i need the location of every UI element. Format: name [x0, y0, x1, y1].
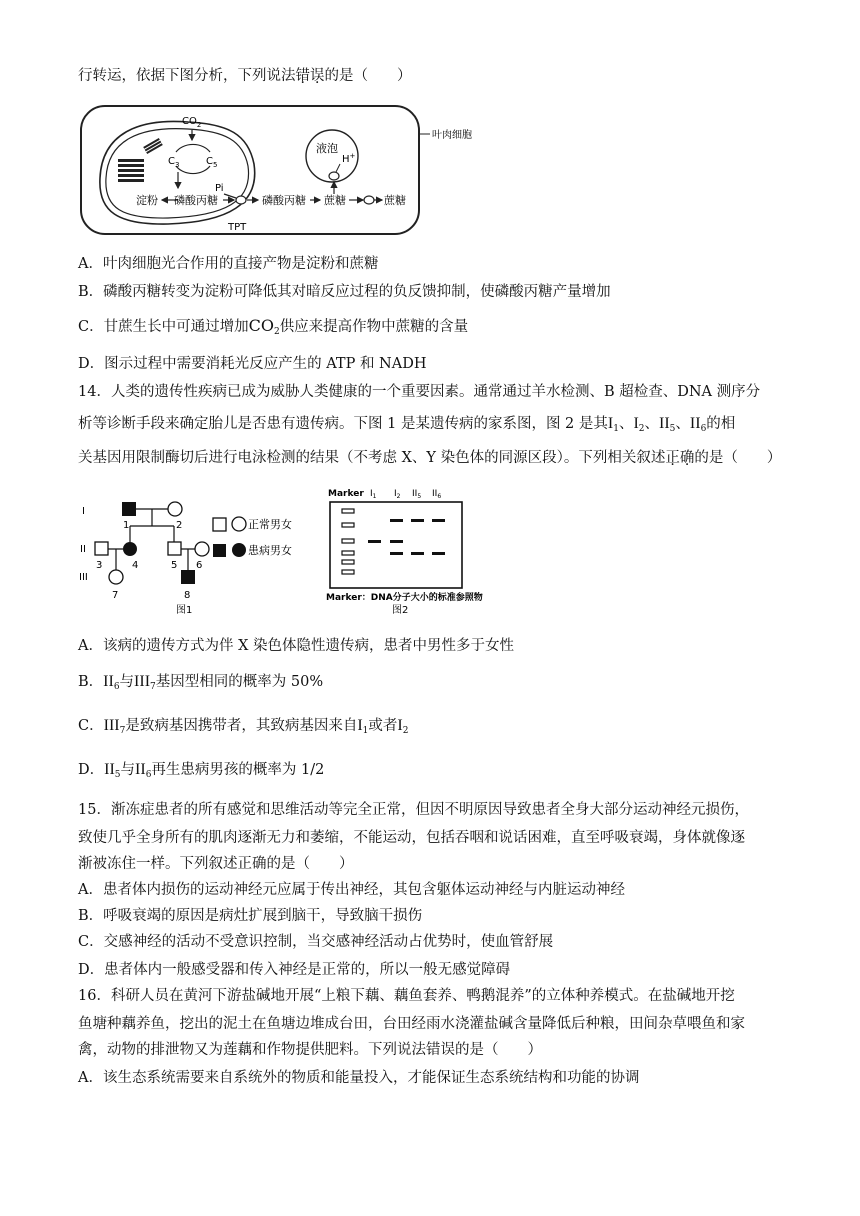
- pedigree-num-2: 2: [176, 520, 183, 531]
- pedigree-iii7-normal-female: [109, 570, 123, 584]
- pedigree-iii8-affected-male: [181, 570, 195, 584]
- q13-stem: 行转运，依据下图分析，下列说法错误的是（ ）: [78, 68, 412, 84]
- q16-stem-line3: 禽，动物的排泄物又为莲藕和作物提供肥料。下列说法错误的是（ ）: [78, 1042, 542, 1058]
- chloroplast-outer: [100, 121, 255, 224]
- lane-i1-header: $I_1$: [370, 489, 377, 500]
- q15-stem-line3: 渐被冻住一样。下列叙述正确的是（ ）: [78, 856, 354, 872]
- thylakoid-stack: [118, 159, 144, 182]
- h-plus-label: H+: [342, 152, 356, 165]
- gel-frame: [330, 502, 462, 588]
- q16-stem-line1: 16．科研人员在黄河下游盐碱地开展“上粮下藕、藕鱼套养、鸭鹅混养”的立体种养模式。在盐碱地开挖: [78, 988, 735, 1004]
- tpt-label: TPT: [228, 222, 247, 233]
- lane-ii5-header: $II_5$: [412, 489, 422, 500]
- legend-normal-male-icon: [213, 518, 226, 531]
- q15-stem-line2: 致使几乎全身所有的肌肉逐渐无力和萎缩，不能运动，包括吞咽和说话困难，直至呼吸衰竭，身体就像逐: [78, 830, 745, 846]
- q14-pedigree-figure: [78, 486, 308, 620]
- pedigree-i1-affected-male: [122, 502, 136, 516]
- q15-stem-line1: 15．渐冻症患者的所有感觉和思维活动等完全正常，但因不明原因导致患者全身大部分运动神经元损伤，: [78, 802, 749, 818]
- figure-1-caption: 图1: [176, 605, 193, 616]
- legend-normal-female-icon: [232, 517, 246, 531]
- q13-option-a: A．叶肉细胞光合作用的直接产物是淀粉和蔗糖: [78, 256, 379, 272]
- legend-normal-label: 正常男女: [248, 518, 292, 531]
- lane-i2-header: $I_2$: [394, 489, 401, 500]
- q14-option-d: D．$II_5$与$II_6$再生患病男孩的概率为 1/2: [78, 761, 325, 780]
- generation-i-label: I: [82, 506, 85, 517]
- vacuole-transporter: [329, 172, 339, 180]
- pedigree-num-7: 7: [112, 590, 119, 601]
- legend-ill-label: 患病男女: [248, 544, 292, 557]
- q14-stem-line1: 14．人类的遗传性疾病已成为威胁人类健康的一个重要因素。通常通过羊水检测、B 超检查、DNA 测序分: [78, 384, 761, 400]
- q14-stem-line2: 析等诊断手段来确定胎儿是否患有遗传病。下图 1 是某遗传病的家系图，图 2 是其$I_1$、$I_2$、$II_5$、$II_6$的相: [78, 415, 736, 434]
- q13-figure: [78, 104, 472, 240]
- pi-label: Pi: [215, 183, 224, 194]
- starch-label: 淀粉: [136, 194, 158, 207]
- marker-lane-header: Marker: [328, 489, 364, 499]
- pedigree-num-1: 1: [123, 520, 130, 531]
- vacuole-label: 液泡: [316, 142, 338, 155]
- pedigree-num-6: 6: [196, 560, 203, 571]
- band-ii6-upper: [432, 519, 445, 522]
- calvin-cycle-top: [176, 144, 210, 152]
- pedigree-num-3: 3: [96, 560, 103, 571]
- band-i2-upper: [390, 519, 403, 522]
- q16-stem-line2: 鱼塘种藕养鱼，挖出的泥土在鱼塘边堆成台田，台田经雨水浇灌盐碱含量降低后种粮，田间杂草喂鱼和家: [78, 1016, 745, 1032]
- triose-phosphate-outer-label: 磷酸丙糖: [262, 194, 306, 207]
- q15-option-d: D．患者体内一般感受器和传入神经是正常的，所以一般无感觉障碍: [78, 962, 511, 978]
- c5-label: $C_5$: [206, 156, 218, 169]
- q15-option-b: B．呼吸衰竭的原因是病灶扩展到脑干，导致脑干损伤: [78, 908, 423, 924]
- generation-ii-label: II: [80, 544, 86, 555]
- q14-electrophoresis-figure: [326, 484, 506, 618]
- q13-option-d: D．图示过程中需要消耗光反应产生的 ATP 和 NADH: [78, 356, 427, 372]
- q14-stem-line3: 关基因用限制酶切后进行电泳检测的结果（不考虑 X、Y 染色体的同源区段）。下列相关叙述正确的是（ ）: [78, 450, 782, 466]
- pedigree-ii5-normal-male: [168, 542, 181, 555]
- band-i1-lower: [368, 540, 381, 543]
- generation-iii-label: III: [79, 572, 88, 583]
- pedigree-num-5: 5: [171, 560, 178, 571]
- q15-option-a: A．患者体内损伤的运动神经元应属于传出神经，其包含躯体运动神经与内脏运动神经: [78, 882, 625, 898]
- q14-option-b: B．$II_6$与$III_7$基因型相同的概率为 50%: [78, 673, 324, 692]
- figure-2-caption: 图2: [392, 605, 409, 616]
- legend-ill-female-icon: [232, 543, 246, 557]
- band-i2-middle: [390, 540, 403, 543]
- pedigree-ii6-normal-female: [195, 542, 209, 556]
- band-ii6-lower: [432, 552, 445, 555]
- triose-phosphate-inner-label: 磷酸丙糖: [174, 194, 218, 207]
- q15-option-c: C．交感神经的活动不受意识控制，当交感神经活动占优势时，使血管舒展: [78, 934, 554, 950]
- tpt-transporter: [236, 196, 246, 204]
- mesophyll-cell-label: 叶肉细胞: [432, 130, 472, 141]
- pedigree-num-8: 8: [184, 590, 191, 601]
- pedigree-num-4: 4: [132, 560, 139, 571]
- q16-option-a: A．该生态系统需要来自系统外的物质和能量投入，才能保证生态系统结构和功能的协调: [78, 1070, 640, 1086]
- small-grana-icon: [143, 138, 163, 154]
- band-i2-lower: [390, 552, 403, 555]
- sucrose-outer-label: 蔗糖: [384, 194, 406, 207]
- pedigree-i2-normal-female: [168, 502, 182, 516]
- sucrose-inner-label: 蔗糖: [324, 194, 346, 207]
- lane-ii6-header: $II_6$: [432, 489, 442, 500]
- sucrose-transporter: [364, 196, 374, 204]
- band-ii5-upper: [411, 519, 424, 522]
- calvin-cycle-bottom: [176, 166, 210, 174]
- q14-option-a: A．该病的遗传方式为伴 X 染色体隐性遗传病，患者中男性多于女性: [78, 638, 515, 654]
- legend-ill-male-icon: [213, 544, 226, 557]
- pedigree-ii3-normal-male: [95, 542, 108, 555]
- c3-label: $C_3$: [168, 156, 180, 169]
- band-ii5-lower: [411, 552, 424, 555]
- co2-label: $CO_2$: [182, 116, 202, 129]
- marker-note: Marker：DNA分子大小的标准参照物: [326, 593, 483, 603]
- pedigree-ii4-affected-female: [123, 542, 137, 556]
- q13-option-b: B．磷酸丙糖转变为淀粉可降低其对暗反应过程的负反馈抑制，使磷酸丙糖产量增加: [78, 284, 611, 300]
- q13-option-c: C．甘蔗生长中可通过增加$CO_2$供应来提高作物中蔗糖的含量: [78, 316, 469, 337]
- q14-option-c: C．$III_7$是致病基因携带者，其致病基因来自$I_1$或者$I_2$: [78, 717, 409, 736]
